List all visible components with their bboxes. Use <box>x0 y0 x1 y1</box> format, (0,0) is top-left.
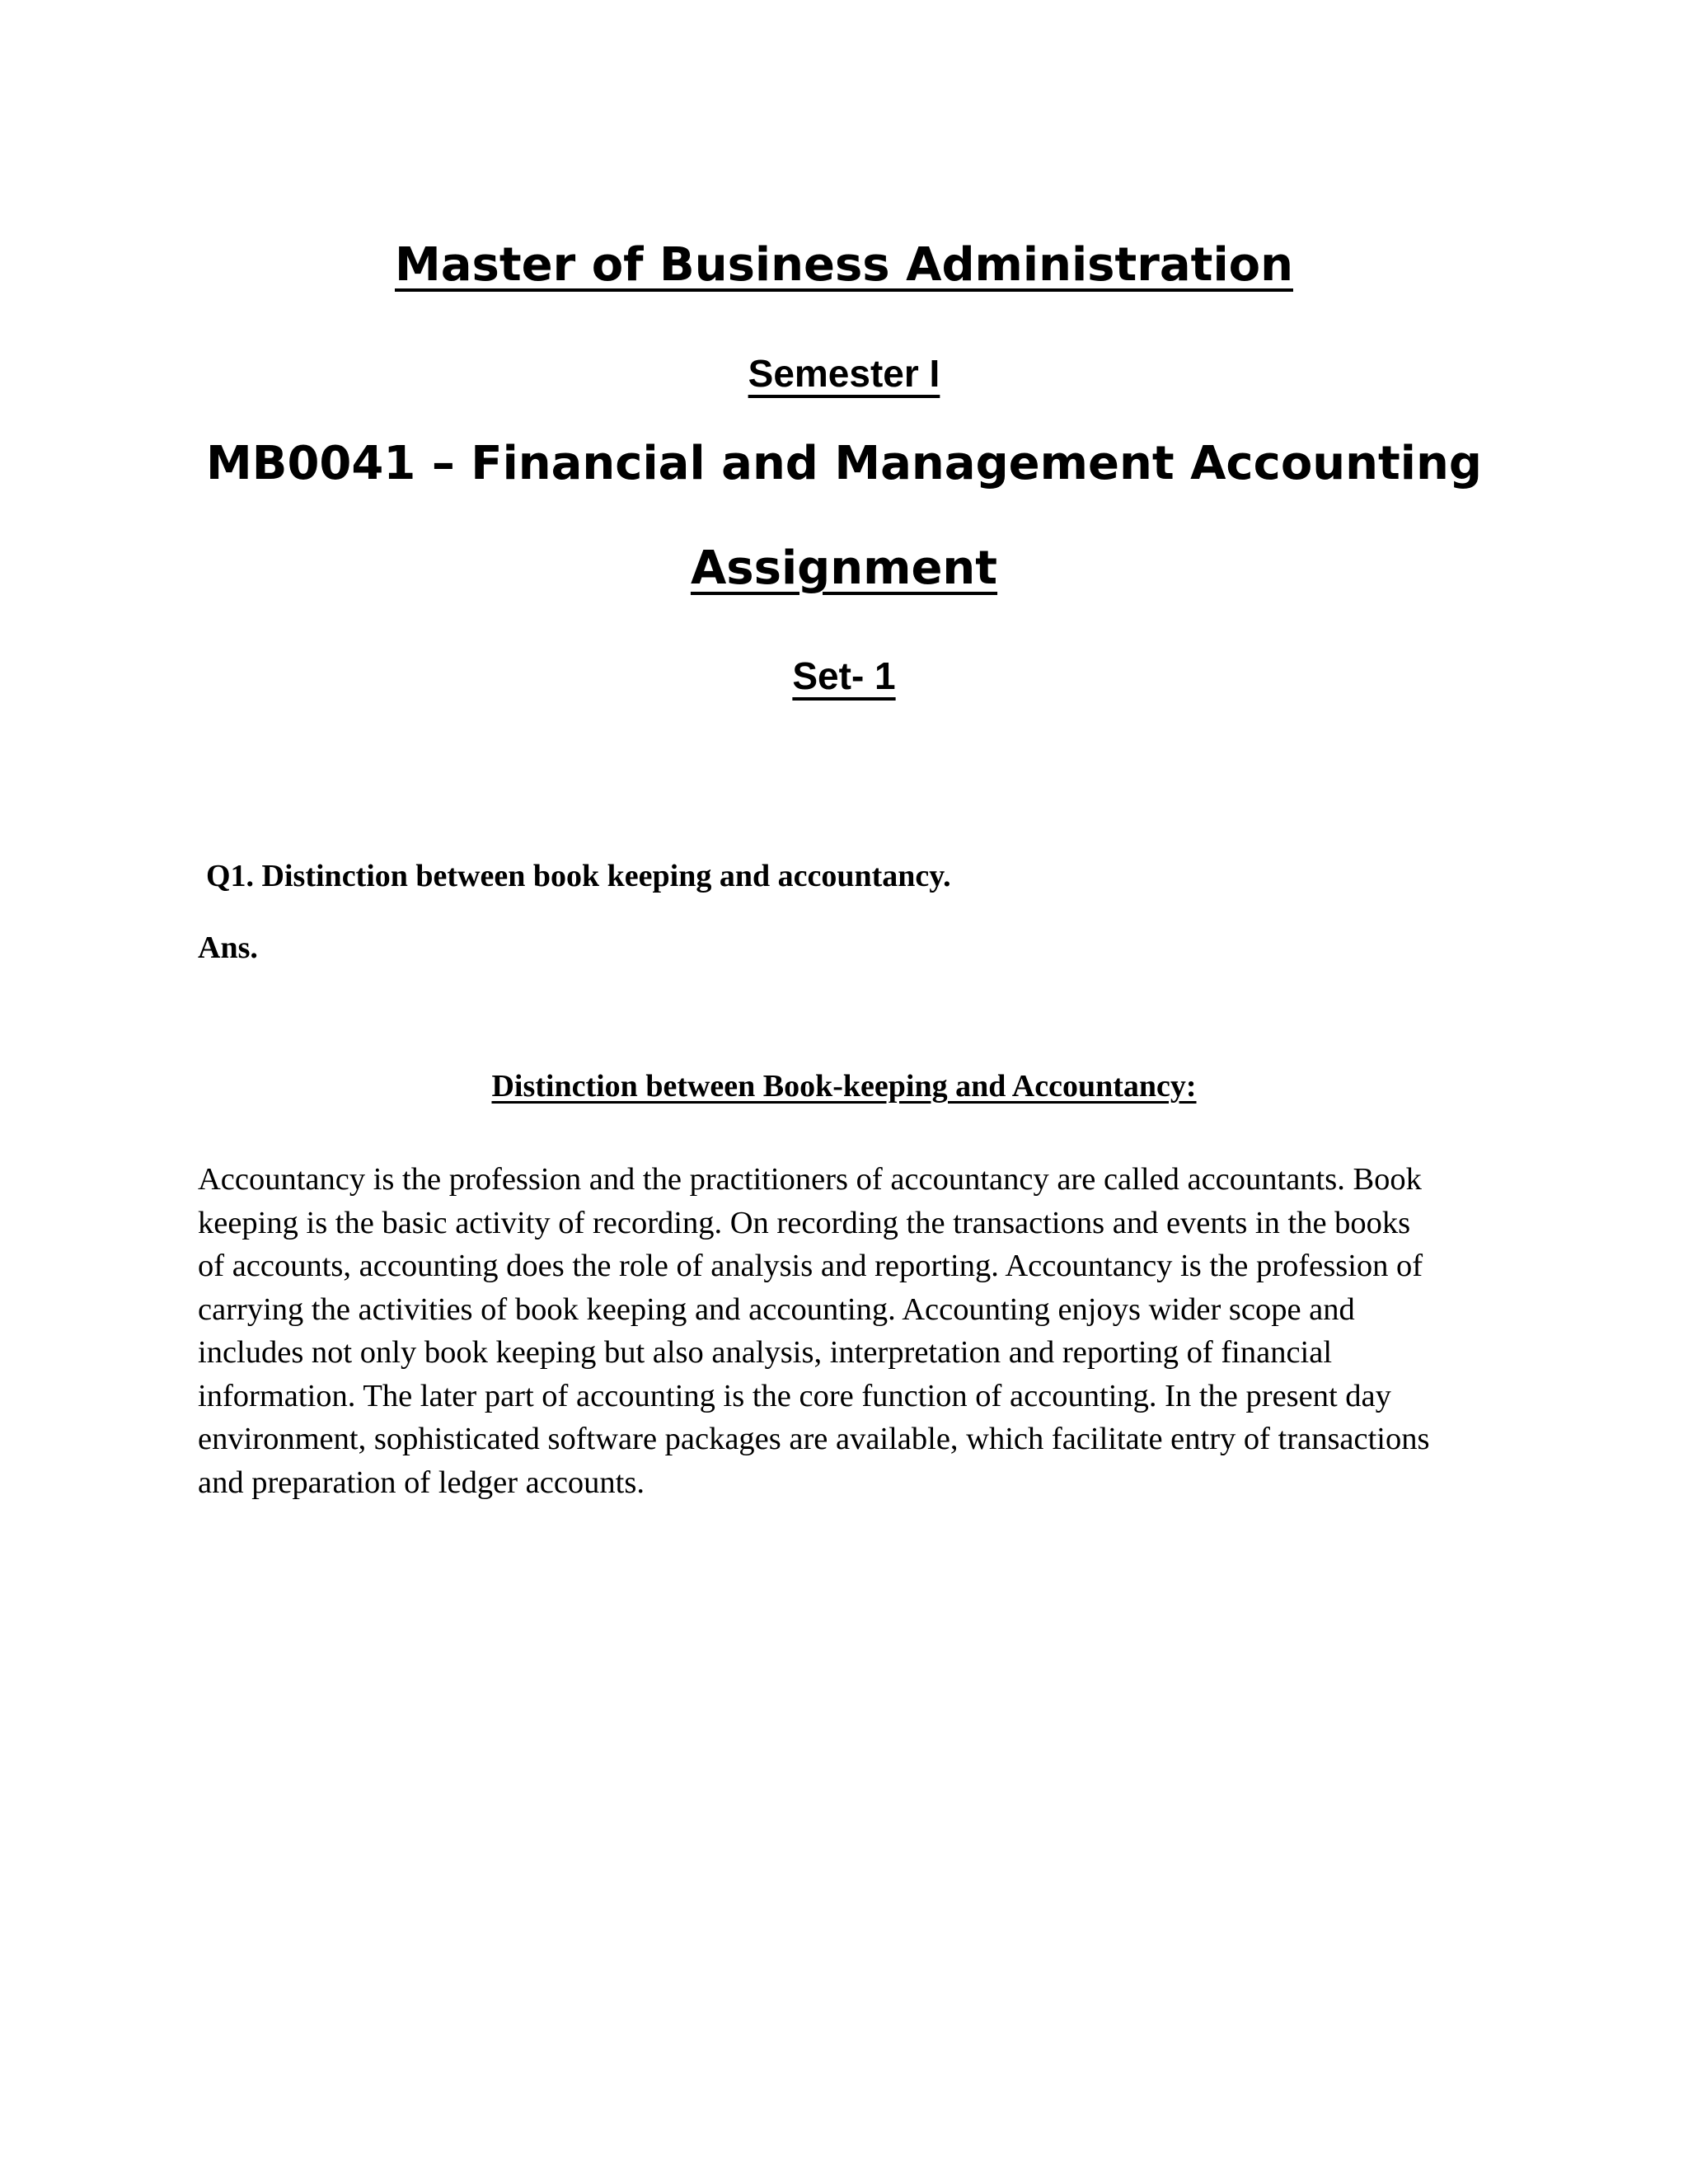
question-text: Q1. Distinction between book keeping and accountancy. <box>206 859 951 893</box>
paragraph-line: includes not only book keeping but also analysis, interpretation and reporting of financial <box>198 1335 1333 1370</box>
body-paragraph <box>198 1158 1492 1504</box>
paragraph-line: carrying the activities of book keeping and accounting. Accounting enjoys wider scope and <box>198 1291 1355 1327</box>
paragraph-line: keeping is the basic activity of recording. On recording the transactions and events in the books <box>198 1205 1411 1240</box>
document-title <box>0 232 1688 298</box>
set-text: Set- 1 <box>792 654 896 697</box>
document-title-text: Master of Business Administration <box>395 238 1293 292</box>
set-heading <box>0 647 1688 705</box>
paragraph-line: information. The later part of accounting is the core function of accounting. In the present day <box>198 1378 1391 1413</box>
paragraph-line: and preparation of ledger accounts. <box>198 1465 645 1500</box>
paragraph-line: of accounts, accounting does the role of analysis and reporting. Accountancy is the profession of <box>198 1249 1423 1283</box>
assignment-heading <box>0 536 1688 602</box>
course-heading: MB0041 – Financial and Management Accounting <box>206 437 1482 490</box>
semester-heading <box>0 344 1688 402</box>
section-heading: Distinction between Book-keeping and Accountancy: <box>491 1069 1197 1104</box>
paragraph-line: environment, sophisticated software packages are available, which facilitate entry of transactions <box>198 1422 1430 1456</box>
assignment-text: Assignment <box>690 541 998 595</box>
semester-text: Semester I <box>748 352 940 395</box>
paragraph-line: Accountancy is the profession and the practitioners of accountancy are called accountants. Book <box>198 1162 1422 1197</box>
answer-label: Ans. <box>198 930 258 965</box>
